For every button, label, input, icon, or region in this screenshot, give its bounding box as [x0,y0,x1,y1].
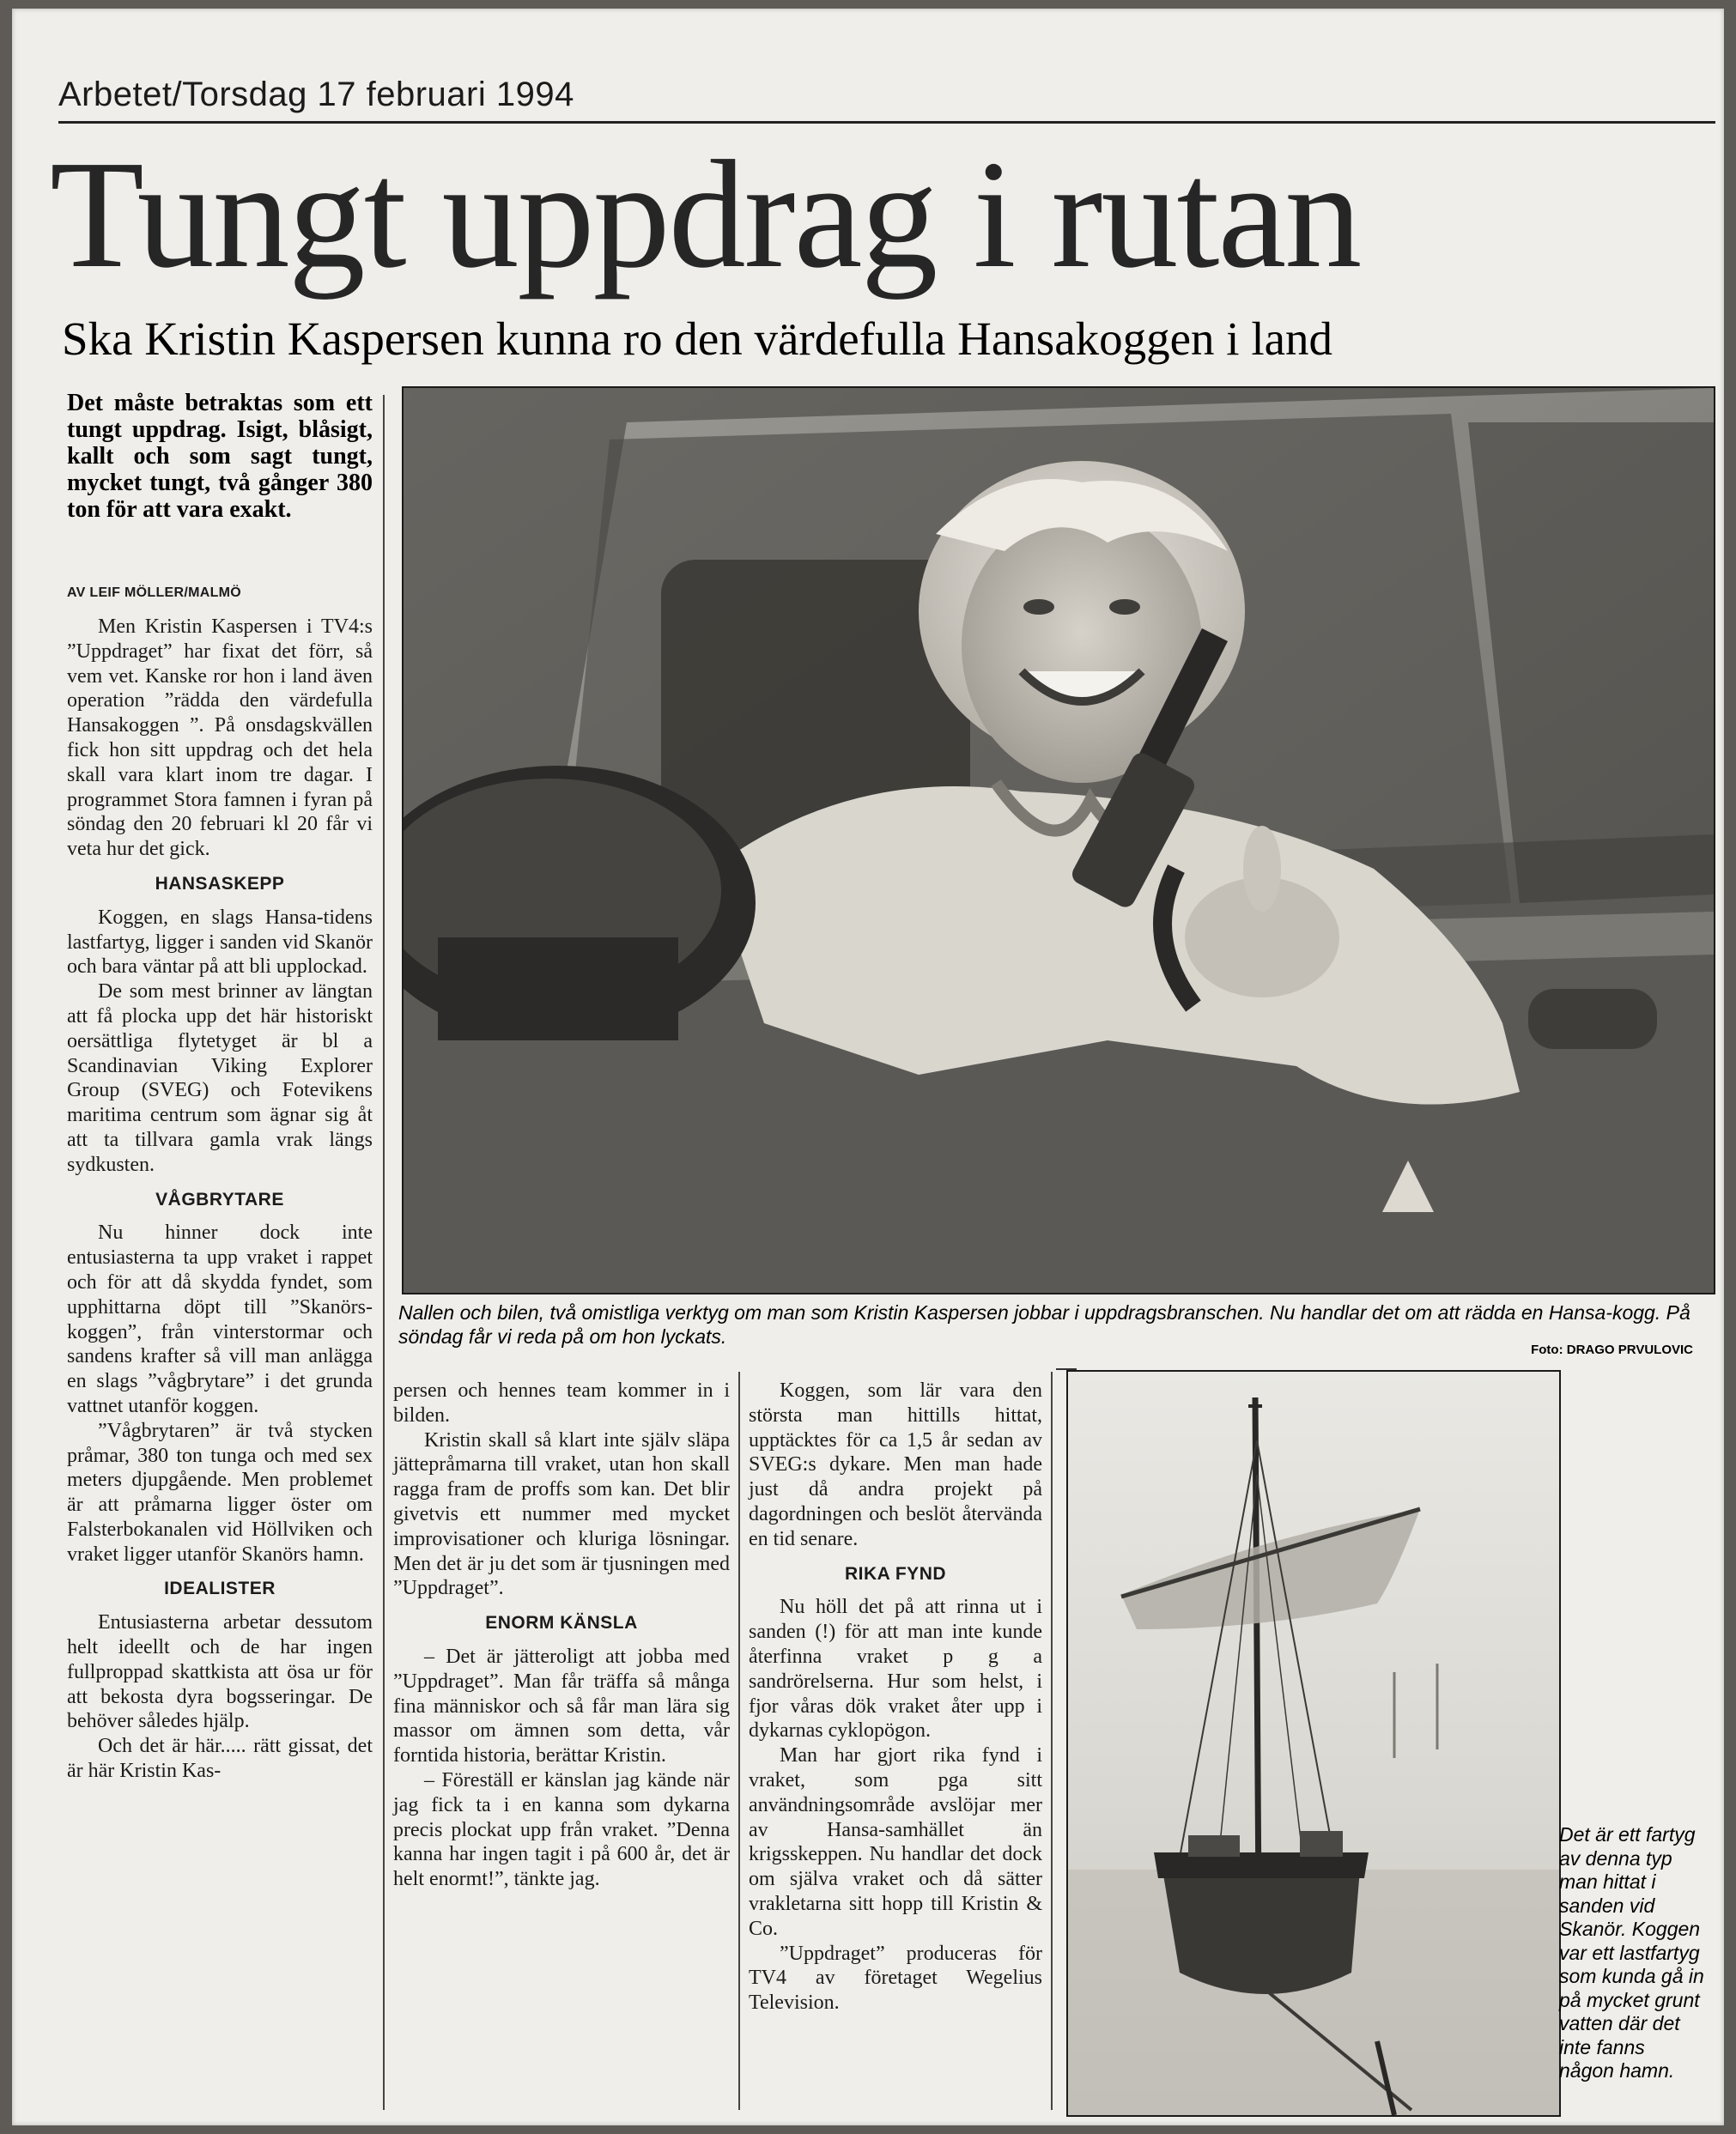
photo-hansa-cog-ship [1066,1370,1561,2117]
paragraph: – Föreställ er känslan jag kände när jag fick ta i en kanna som dykarna precis plockat upp från vraket. ”Denna kanna har ingen tagit i på 600 år, det är helt enormt!”, tänkte jag. [393,1768,730,1891]
photo-illustration [404,388,1714,1293]
paragraph: persen och hennes team kommer in i bilden. [393,1379,730,1427]
paragraph: ”Vågbrytaren” är två stycken pråmar, 380 ton tunga och med sex meters djupgående. Men problemet är att pråmarna ligger öster om Falsterbokanalen vid Höllviken och vraket ligger utanför Skanörs hamn. [67,1419,373,1566]
paragraph: Man har gjort rika fynd i vraket, som pga sitt användningsområde avslöjar mer av Hansa-samhället än krigsskeppen. Nu handlar det dock om själva vraket och då sätter vrakletarna sitt hopp till Kristin & Co. [749,1744,1042,1940]
paragraph: Men Kristin Kaspersen i TV4:s ”Uppdraget” har fixat det förr, så vem vet. Kanske ror hon i land även operation ”rädda den värdefulla Hansakoggen ”. På onsdagskvällen fick hon sitt uppdrag och det hela skall vara klart inom tre dagar. I programmet Stora famnen i fyran på söndag den 20 februari kl 20 får vi veta hur det gick. [67,615,373,861]
dateline: Arbetet/Torsdag 17 februari 1994 [58,76,574,113]
intro-paragraph: Det måste betraktas som ett tungt uppdrag. Isigt, blåsigt, kallt och som sagt tungt, mycket tungt, två gånger 380 ton för att vara exakt. [67,390,373,523]
paragraph: Nu hinner dock inte entusiasterna ta upp vraket i rappet och för att då skydda fyndet, som upphittarna döpt till ”Skanörs-koggen”, från vinterstormar och sandens krafter så vill man anlägga en slags ”vågbrytare” i det grunda vattnet utanför koggen. [67,1222,373,1417]
paragraph: – Det är jätteroligt att jobba med ”Uppdraget”. Man får träffa så många fina människor och så får man lära sig massor om ämnen som detta, vår forntida historia, berättar Kristin. [393,1645,730,1767]
paragraph: Och det är här..... rätt gissat, det är här Kristin Kas- [67,1735,373,1783]
section-heading: RIKA FYND [844,1563,947,1584]
paragraph: Entusiasterna arbetar dessutom helt ideellt och de har ingen fullproppad skattkista att ösa ur för att bekosta dyra bogsseringar. De behöver således hjälp. [67,1611,373,1733]
photo-credit: Foto: DRAGO PRVULOVIC [1531,1343,1693,1357]
section-heading: HANSASKEPP [155,873,285,894]
ship-illustration [1068,1372,1559,2115]
column-divider [1051,1372,1053,2110]
article-column-3 [749,1379,1042,2016]
paragraph: De som mest brinner av längtan att få plocka upp det här historiskt oersättliga flytetyget är bl a Scandinavian Viking Explorer Group (SVEG) och Fotevikens maritima centrum som ägnar sig åt att ta tillvara gamla vrak längs sydkusten. [67,980,373,1176]
ship-photo-caption: Det är ett fartyg av denna typ man hittat i sanden vid Skanör. Koggen var ett lastfartyg som kunda gå in på mycket grunt vatten där det inte fanns någon hamn. [1559,1823,1704,2082]
paragraph: Nu höll det på att rinna ut i sanden (!) för att man inte kunde återfinna vraket p g a sandrörelserna. Hur som helst, i fjor våras dök vraket åter upp i dykarnas cyklopögon. [749,1596,1042,1743]
section-heading: IDEALISTER [164,1579,276,1599]
headline: Tungt uppdrag i rutan [50,129,1361,300]
newspaper-clipping [12,9,1724,2125]
byline: AV LEIF MÖLLER/MALMÖ [67,585,242,600]
paragraph: Kristin skall så klart inte själv släpa jättepråmarna till vraket, utan hon skall ragga fram de proffs som kan. Det blir givetvis ett nummer med mycket improvisationer och kluriga lösningar. Men det är ju det som är tjusningen med ”Uppdraget”. [393,1428,730,1600]
article-column-1 [67,615,373,1784]
column-divider [738,1372,740,2110]
subheadline: Ska Kristin Kaspersen kunna ro den värdefulla Hansakoggen i land [62,312,1333,365]
paragraph: ”Uppdraget” produceras för TV4 av företaget Wegelius Television. [749,1942,1042,2015]
header-rule [58,121,1715,124]
column-divider [383,395,385,2110]
paragraph: Koggen, som lär vara den största man hittills hittat, upptäcktes för ca 1,5 år sedan av SVEG:s dykare. Men man hade just då andra projekt på dagordningen och beslöt återvända en tid senare. [749,1379,1042,1550]
paragraph: Koggen, en slags Hansa-tidens lastfartyg, ligger i sanden vid Skanör och bara väntar på att bli upplockad. [67,906,373,979]
article-column-2 [393,1379,730,1892]
photo-woman-in-car [402,386,1715,1294]
section-heading: VÅGBRYTARE [155,1189,284,1209]
photo-caption: Nallen och bilen, två omistliga verktyg om man som Kristin Kaspersen jobbar i uppdragsbranschen. Nu handlar det om att rädda en Hansa-kogg. På söndag får vi reda på om hon lyckats. [398,1301,1690,1348]
section-heading: ENORM KÄNSLA [485,1613,638,1634]
